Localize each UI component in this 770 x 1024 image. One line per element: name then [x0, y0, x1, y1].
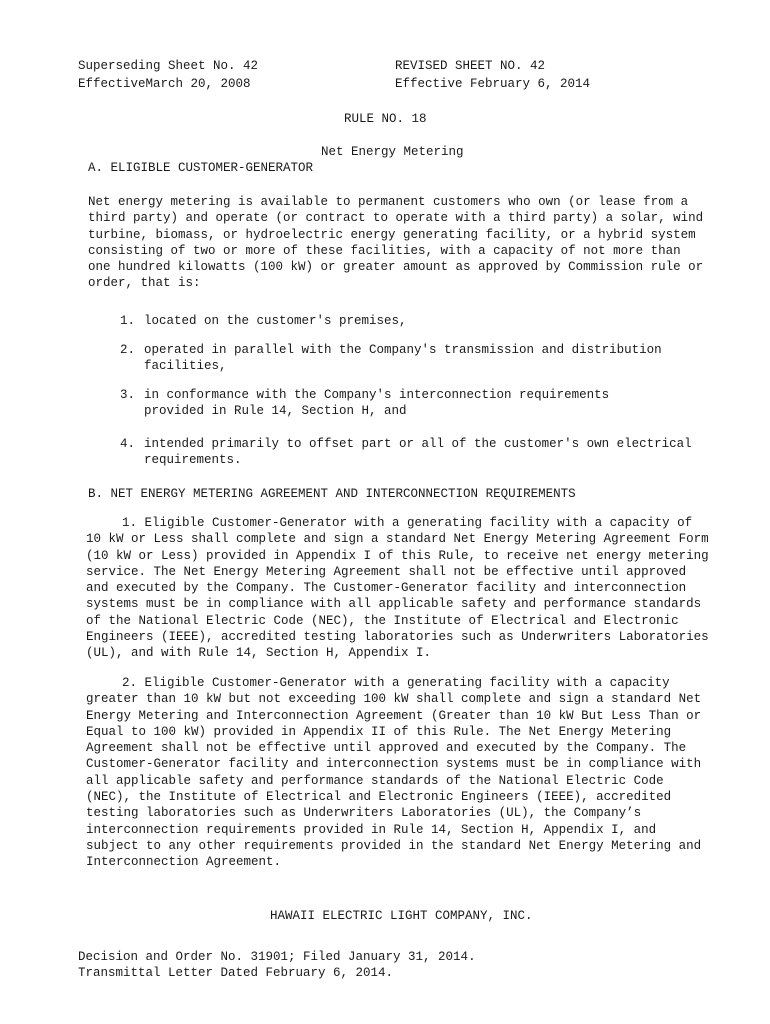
list-item-text: intended primarily to offset part or all of the customer's own electrical requirements. — [144, 437, 692, 468]
list-item — [120, 436, 700, 469]
list-item-text: in conformance with the Company's interconnection requirements provided in Rule 14, Section H, and — [144, 388, 610, 419]
company-name: HAWAII ELECTRIC LIGHT COMPANY, INC. — [270, 909, 533, 923]
list-item-text: located on the customer's premises, — [144, 314, 407, 328]
list-item — [120, 313, 700, 329]
superseding-effective-date: EffectiveMarch 20, 2008 — [78, 77, 251, 91]
section-b-heading: B. NET ENERGY METERING AGREEMENT AND INTERCONNECTION REQUIREMENTS — [88, 487, 576, 501]
list-item-number: 4. — [120, 437, 136, 451]
section-b-paragraph-2: 2. Eligible Customer-Generator with a generating facility with a capacity greater than 10 kW but not exceeding 100 kW shall complete and sign a standard Net Energy Metering and Interconnection Agreement (Greater than 10 kW But Less Than or Equal to 100 kW) provided in Appendix II of this Rule. The Net Energy Metering Agreement shall not be effective until approved and executed by the Company. The Customer-Generator facility and interconnection systems must be in compliance with all applicable safety and performance standards of the National Electric Code (NEC), the Institute of Electrical and Electronic Engineers (IEEE), accredited testing laboratories such as Underwriters Laboratories (UL), the Company’s interconnection requirements provided in Rule 14, Section H, Appendix I, and subject to any other requirements provided in the standard Net Energy Metering and Interconnection Agreement. — [86, 676, 702, 870]
revised-effective-date: Effective February 6, 2014 — [395, 77, 591, 91]
rule-number: RULE NO. 18 — [344, 112, 427, 126]
list-item — [120, 342, 700, 375]
revised-sheet-label: REVISED SHEET NO. 42 — [395, 59, 546, 73]
rule-title: Net Energy Metering — [321, 145, 464, 159]
section-a-intro: Net energy metering is available to permanent customers who own (or lease from a third party) and operate (or contract to operate with a third party) a solar, wind turbine, biomass, or hydroelectric energy generating facility, or a hybrid system consisting of two or more of these facilities, with a capacity of not more than one hundred kilowatts (100 kW) or greater amount as approved by Commission rule or order, that is: — [88, 195, 704, 291]
section-b-paragraph-1: 1. Eligible Customer-Generator with a generating facility with a capacity of 10 kW or Less shall complete and sign a standard Net Energy Metering Agreement Form (10 kW or Less) provided in Appendix I of this Rule, to receive net energy metering service. The Net Energy Metering Agreement shall not be effective until approved and executed by the Company. The Customer-Generator facility and interconnection systems must be in compliance with all applicable safety and performance standards of the National Electric Code (NEC), the Institute of Electrical and Electronic Engineers (IEEE), accredited testing laboratories such as Underwriters Laboratories (UL), and with Rule 14, Section H, Appendix I. — [86, 516, 709, 661]
list-item-text: operated in parallel with the Company's transmission and distribution facilities, — [144, 343, 662, 374]
list-item — [120, 387, 700, 420]
decision-order-line: Decision and Order No. 31901; Filed January 31, 2014. — [78, 950, 476, 964]
list-item-number: 2. — [120, 343, 136, 357]
superseding-sheet-label: Superseding Sheet No. 42 — [78, 59, 259, 73]
section-a-heading: A. ELIGIBLE CUSTOMER-GENERATOR — [88, 161, 314, 175]
transmittal-letter-line: Transmittal Letter Dated February 6, 2014. — [78, 966, 394, 980]
list-item-number: 1. — [120, 314, 136, 328]
list-item-number: 3. — [120, 388, 136, 402]
